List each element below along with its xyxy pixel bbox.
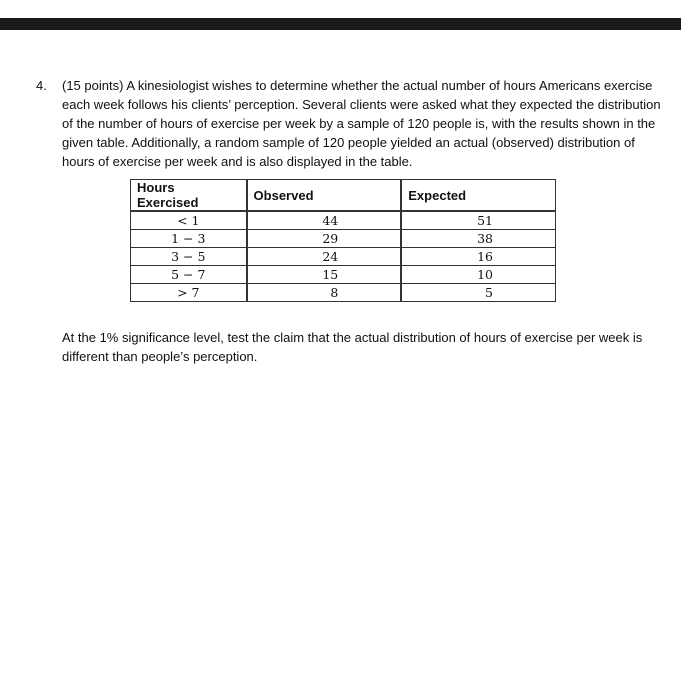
header-expected: Expected (401, 180, 555, 212)
table-header-row (131, 180, 556, 212)
cell-observed: 8 (247, 284, 402, 302)
cell-expected: 5 (401, 284, 555, 302)
table-row (131, 230, 556, 248)
cell-observed: 44 (247, 211, 402, 230)
claim-text: At the 1% significance level, test the claim that the actual distribution of hours of exercise per week is different than people’s perception. (62, 330, 643, 364)
cell-expected: 10 (401, 266, 555, 284)
top-divider-bar (0, 18, 681, 30)
cell-hours: < 1 (131, 211, 247, 230)
question-block (36, 76, 668, 171)
cell-hours: > 7 (131, 284, 247, 302)
question-text: (15 points) A kinesiologist wishes to determine whether the actual number of hours Americans exercise each week follows his clients’ perception. Several clients were asked what they expected the distribution of the number of hours of exercise per week by a sample of 120 people is, with the results shown in the given table. Additionally, a random sample of 120 people yielded an actual (observed) distribution of hours of exercise per week and is also displayed in the table. (62, 78, 661, 169)
cell-hours: 3 − 5 (131, 248, 247, 266)
cell-expected: 38 (401, 230, 555, 248)
cell-observed: 15 (247, 266, 402, 284)
table-row (131, 266, 556, 284)
cell-hours: 5 − 7 (131, 266, 247, 284)
cell-observed: 29 (247, 230, 402, 248)
hours-exercise-table (130, 179, 556, 302)
cell-expected: 51 (401, 211, 555, 230)
table-row (131, 211, 556, 230)
table-row (131, 248, 556, 266)
cell-observed: 24 (247, 248, 402, 266)
cell-expected: 16 (401, 248, 555, 266)
question-number: 4. (36, 78, 47, 93)
table-row (131, 284, 556, 302)
header-observed: Observed (247, 180, 402, 212)
cell-hours: 1 − 3 (131, 230, 247, 248)
header-hours-exercised: Hours Exercised (131, 180, 247, 212)
